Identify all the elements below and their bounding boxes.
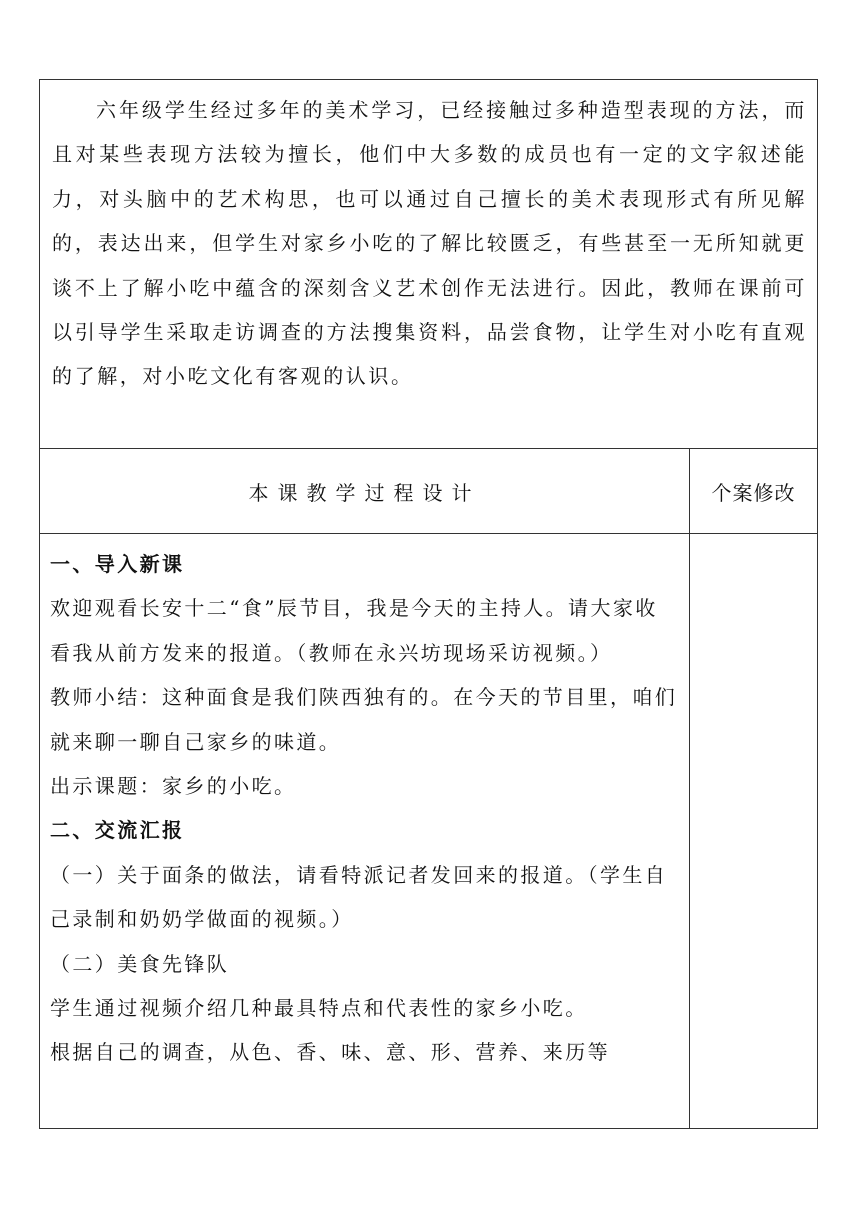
student-analysis-paragraph: 六年级学生经过多年的美术学习，已经接触过多种造型表现的方法，而且对某些表现方法较为擅长，他们中大多数的成员也有一定的文字叙述能力，对头脑中的艺术构思，也可以通过自己擅长的美术表现形式有所见解的，表达出来，但学生对家乡小吃的了解比较匮乏，有些甚至一无所知就更谈不上了解小吃中蕴含的深刻含义艺术创作无法进行。因此，教师在课前可以引导学生采取走访调查的方法搜集资料，品尝食物，让学生对小吃有直观的了解，对小吃文化有客观的认识。 bbox=[52, 98, 807, 389]
section-heading-intro: 一、导入新课 bbox=[50, 552, 185, 576]
revise-content-cell bbox=[690, 534, 818, 1129]
revise-header-cell bbox=[690, 449, 818, 534]
teacher-summary: 教师小结：这种面食是我们陕西独有的。在今天的节目里，咱们就来聊一聊自己家乡的味道。 bbox=[50, 685, 678, 754]
intro-text: 欢迎观看长安十二“食”辰节目，我是今天的主持人。请大家收看我从前方发来的报道。（教师在永兴坊现场采访视频。） bbox=[50, 596, 658, 665]
food-intro-text: 学生通过视频介绍几种最具特点和代表性的家乡小吃。 bbox=[50, 996, 588, 1021]
process-title: 本课教学过程设计 bbox=[248, 480, 481, 505]
lesson-topic: 出示课题：家乡的小吃。 bbox=[50, 774, 297, 799]
process-row bbox=[40, 534, 818, 1129]
header-row bbox=[40, 449, 818, 534]
student-analysis-cell bbox=[40, 80, 818, 449]
analysis-row bbox=[40, 80, 818, 449]
lesson-plan-table bbox=[39, 79, 818, 1129]
process-content-cell bbox=[40, 534, 690, 1129]
survey-text: 根据自己的调查，从色、香、味、意、形、营养、来历等 bbox=[50, 1040, 610, 1065]
process-header-cell bbox=[40, 449, 690, 534]
revise-title: 个案修改 bbox=[711, 480, 796, 505]
subsection-food-team: （二）美食先锋队 bbox=[50, 951, 230, 976]
section-heading-exchange: 二、交流汇报 bbox=[50, 818, 185, 843]
subsection-noodles: （一）关于面条的做法，请看特派记者发回来的报道。（学生自己录制和奶奶学做面的视频。） bbox=[50, 862, 668, 932]
